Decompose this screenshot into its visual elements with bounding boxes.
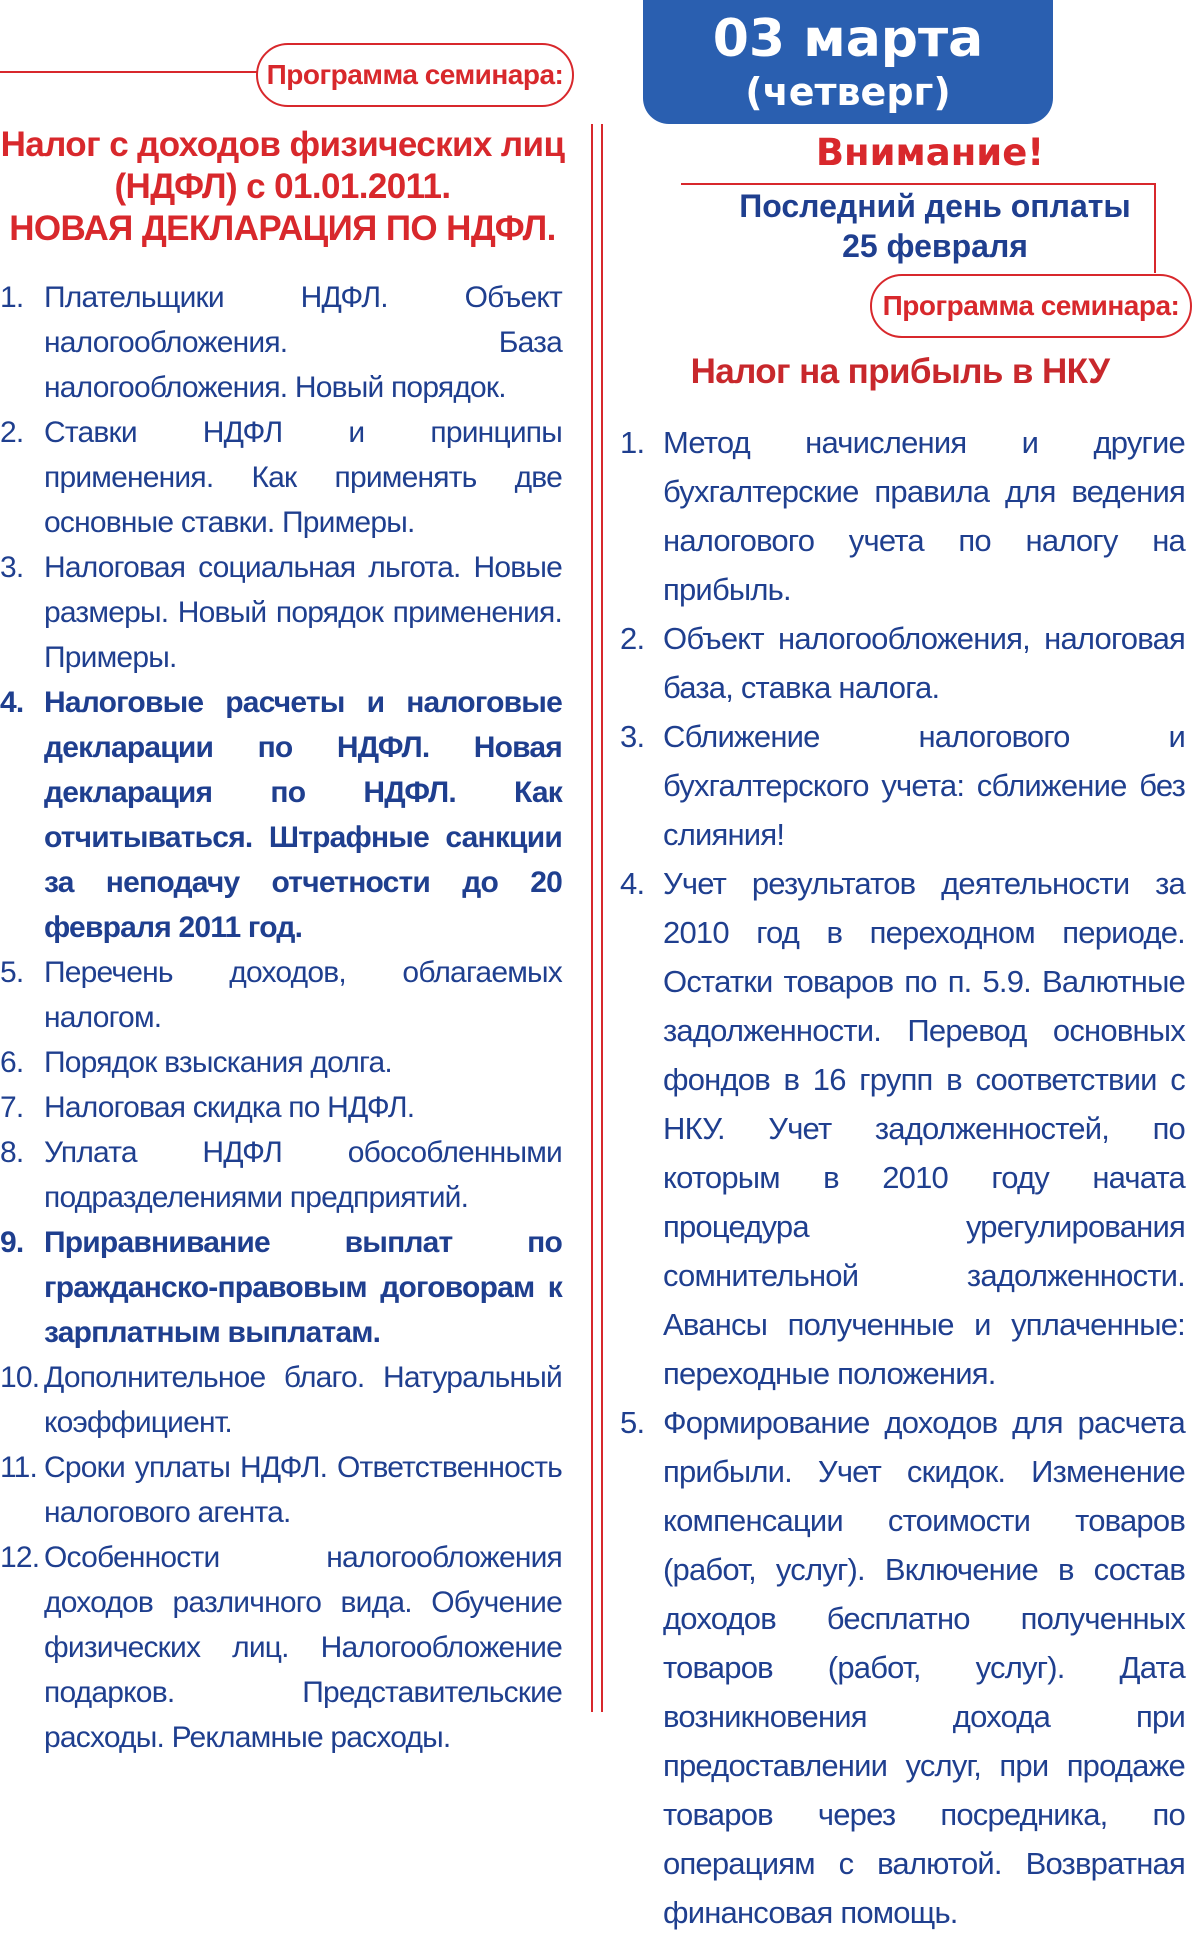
list-item: 12. Особенности налогообложения доходов различного вида. Обучение физических лиц. Налогообложение подарков. Представительские расходы. Рекламные расходы. [0, 1541, 562, 1754]
column-divider-right [601, 124, 603, 1712]
event-weekday: (четверг) [745, 70, 951, 114]
left-program-list [0, 275, 562, 1760]
right-program-label: Программа семинара: [870, 274, 1192, 338]
event-date: 03 марта [712, 9, 984, 69]
left-title-line2: (НДФЛ) с 01.01.2011. [114, 167, 451, 206]
last-payment-note [700, 186, 1170, 266]
left-seminar-title [0, 124, 565, 250]
attention-frame-top [681, 183, 1156, 185]
list-item: 10. Дополнительное благо. Натуральный коэффициент. [0, 1361, 562, 1439]
list-item: 5. Формирование доходов для расчета прибыли. Учет скидок. Изменение компенсации стоимости товаров (работ, услуг). Включение в состав доходов бесплатно полученных товаров (работ, услуг). Дата возникновения дохода при предоставлении услуг, при продаже товаров через посредника, по операциям с валютой. Возвратная финансовая помощь. [620, 1405, 1185, 1930]
date-banner [643, 0, 1053, 124]
list-item: 1. Метод начисления и другие бухгалтерские правила для ведения налогового учета по налогу на прибыль. [620, 425, 1185, 607]
right-program-list [620, 418, 1185, 1937]
list-item: 6. Порядок взыскания долга. [0, 1046, 392, 1079]
attention-heading: Внимание! [815, 131, 1045, 174]
list-item: 1. Плательщики НДФЛ. Объект налогообложения. База налогообложения. Новый порядок. [0, 281, 562, 404]
list-item: 4. Налоговые расчеты и налоговые декларации по НДФЛ. Новая декларация по НДФЛ. Как отчитываться. Штрафные санкции за неподачу отчетности до 20 февраля 2011 год. [0, 686, 562, 944]
left-title-line1: Налог с доходов физических лиц [0, 125, 565, 164]
left-program-label: Программа семинара: [256, 43, 574, 107]
column-divider-left [591, 124, 593, 1712]
list-item: 2. Объект налогообложения, налоговая база, ставка налога. [620, 621, 1185, 705]
list-item: 9. Приравнивание выплат по гражданско-правовым договорам к зарплатным выплатам. [0, 1226, 562, 1349]
list-item: 8. Уплата НДФЛ обособленными подразделениями предприятий. [0, 1136, 562, 1214]
list-item: 7. Налоговая скидка по НДФЛ. [0, 1091, 415, 1124]
last-payment-line2: 25 февраля [842, 228, 1028, 264]
list-item: 4. Учет результатов деятельности за 2010 год в переходном периоде. Остатки товаров по п. 5.9. Валютные задолженности. Перевод основных фондов в 16 групп в соответствии с НКУ. Учет задолженностей, по которым в 2010 году начата процедура урегулирования сомнительной задолженности. Авансы полученные и уплаченные: переходные положения. [620, 866, 1185, 1391]
last-payment-line1: Последний день оплаты [739, 188, 1131, 224]
list-item: 11. Сроки уплаты НДФЛ. Ответственность налогового агента. [0, 1451, 562, 1529]
left-title-line3: НОВАЯ ДЕКЛАРАЦИЯ ПО НДФЛ. [9, 209, 556, 248]
list-item: 3. Налоговая социальная льгота. Новые размеры. Новый порядок применения. Примеры. [0, 551, 562, 674]
list-item: 5. Перечень доходов, облагаемых налогом. [0, 956, 562, 1034]
right-seminar-title: Налог на прибыль в НКУ [690, 352, 1110, 391]
list-item: 2. Ставки НДФЛ и принципы применения. Как применять две основные ставки. Примеры. [0, 416, 562, 539]
list-item: 3. Сближение налогового и бухгалтерского учета: сближение без слияния! [620, 719, 1185, 852]
left-pill-connector [0, 71, 258, 73]
